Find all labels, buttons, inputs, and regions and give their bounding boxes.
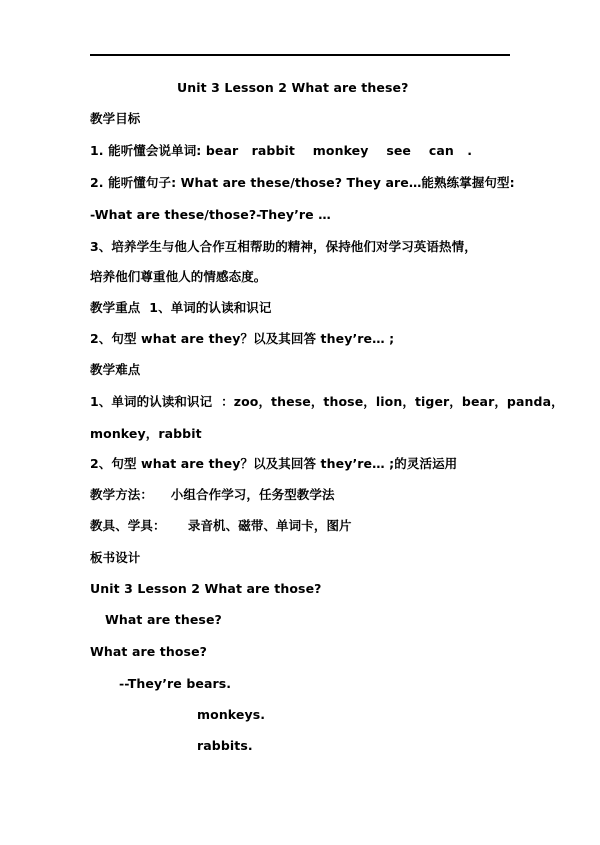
section-heading-objectives: 教学目标 <box>90 111 141 126</box>
top-rule <box>90 54 510 56</box>
board-question-2: What are those? <box>90 644 208 659</box>
section-heading-difficulties: 教学难点 <box>90 362 141 377</box>
board-answer-1: --They’re bears. <box>119 676 232 691</box>
section-heading-board-design: 板书设计 <box>90 550 141 565</box>
objective-2-pattern: -What are these/those?-They’re … <box>90 207 331 222</box>
page-title: Unit 3 Lesson 2 What are these? <box>177 80 409 95</box>
objective-1: 1. 能听懂会说单词: bear rabbit monkey see can . <box>90 143 473 158</box>
teaching-method: 教学方法： 小组合作学习，任务型教学法 <box>90 487 335 502</box>
objective-3: 3、培养学生与他人合作互相帮助的精神，保持他们对学习英语热情， <box>90 239 477 254</box>
board-title: Unit 3 Lesson 2 What are those? <box>90 581 322 596</box>
key-points-1: 教学重点 1、单词的认读和识记 <box>90 300 272 315</box>
key-points-2: 2、句型 what are they？以及其回答 they’re… ; <box>90 331 395 346</box>
difficulty-1: 1、单词的认读和识记 ：zoo，these，those，lion，tiger，bear，panda， <box>90 394 564 409</box>
board-answer-3: rabbits. <box>197 738 253 753</box>
teaching-aids: 教具、学具： 录音机、磁带、单词卡，图片 <box>90 518 352 533</box>
board-question-1: What are these? <box>105 612 222 627</box>
objective-3-cont: 培养他们尊重他人的情感态度。 <box>90 269 267 284</box>
difficulty-1-cont: monkey，rabbit <box>90 426 202 441</box>
board-answer-2: monkeys. <box>197 707 266 722</box>
objective-2: 2. 能听懂句子: What are these/those? They are…能熟练掌握句型: <box>90 175 515 190</box>
difficulty-2: 2、句型 what are they？以及其回答 they’re… ;的灵活运用 <box>90 456 458 471</box>
